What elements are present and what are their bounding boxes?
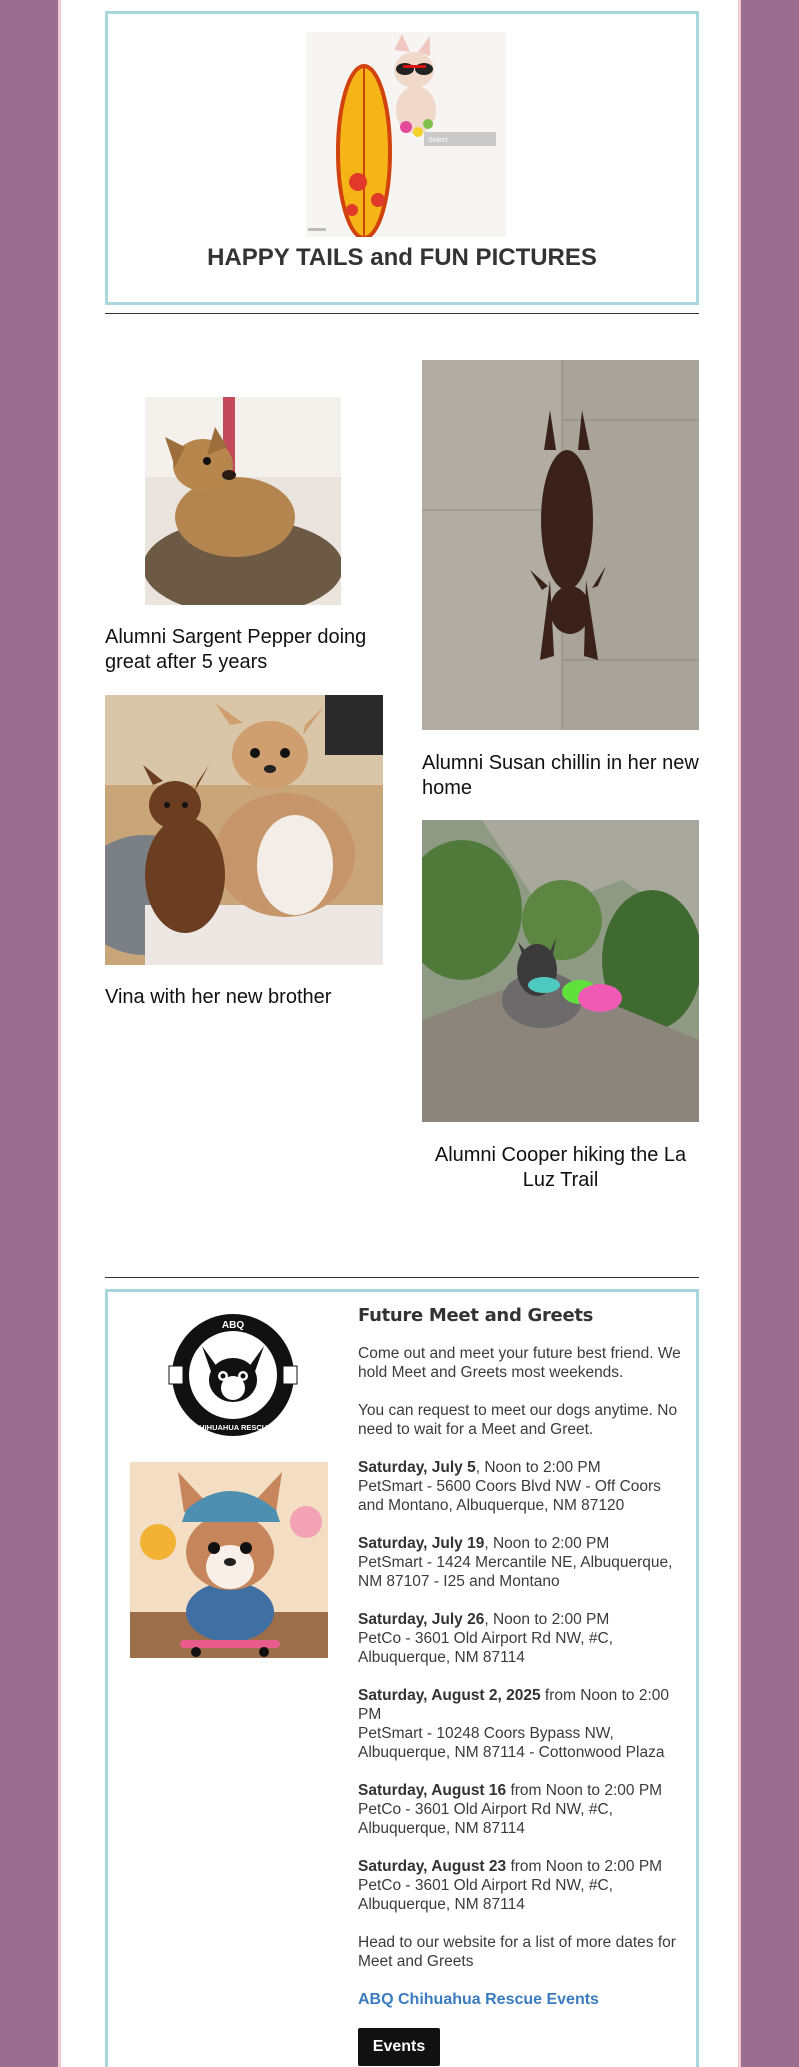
event-place: PetCo - 3601 Old Airport Rd NW, #C, Albuquerque, NM 87114 bbox=[358, 1877, 613, 1913]
events-section bbox=[105, 1289, 699, 2067]
event-time: , Noon to 2:00 PM bbox=[475, 1459, 601, 1476]
event-date: Saturday, August 23 bbox=[358, 1858, 507, 1875]
caption-sargent-pepper: Alumni Sargent Pepper doing great after 5 years bbox=[105, 626, 367, 673]
event-item bbox=[358, 1610, 688, 1667]
logo-text-top: ABQ bbox=[221, 1320, 245, 1331]
page-title: HAPPY TAILS and FUN PICTURES bbox=[207, 244, 597, 271]
event-place: PetCo - 3601 Old Airport Rd NW, #C, Albuquerque, NM 87114 bbox=[358, 1630, 613, 1666]
logo-text-bottom: CHIHUAHUA RESCUE bbox=[193, 1423, 273, 1432]
event-time: , Noon to 2:00 PM bbox=[484, 1535, 610, 1552]
photo-sargent-pepper bbox=[145, 397, 341, 605]
header-section bbox=[105, 11, 699, 305]
caption-susan: Alumni Susan chillin in her new home bbox=[422, 752, 699, 799]
divider-bottom bbox=[105, 1277, 699, 1278]
caption-cooper: Alumni Cooper hiking the La Luz Trail bbox=[434, 1144, 687, 1191]
event-item bbox=[358, 1686, 688, 1762]
skateboard-chihuahua-image bbox=[130, 1462, 328, 1658]
event-date: Saturday, August 2, 2025 bbox=[358, 1687, 541, 1704]
photo-vina bbox=[105, 695, 383, 965]
event-item bbox=[358, 1781, 688, 1838]
caption-vina: Vina with her new brother bbox=[105, 986, 332, 1008]
events-button[interactable]: Events bbox=[358, 2028, 440, 2066]
photo-susan bbox=[422, 360, 699, 730]
event-place: PetSmart - 10248 Coors Bypass NW, Albuquerque, NM 87114 - Cottonwood Plaza bbox=[358, 1725, 665, 1761]
event-item bbox=[358, 1857, 688, 1914]
event-item bbox=[358, 1534, 688, 1591]
events-intro-1: Come out and meet your future best friend. We hold Meet and Greets most weekends. bbox=[358, 1345, 681, 1381]
events-outro: Head to our website for a list of more dates for Meet and Greets bbox=[358, 1934, 676, 1970]
divider-top bbox=[105, 313, 699, 314]
event-place: PetCo - 3601 Old Airport Rd NW, #C, Albuquerque, NM 87114 bbox=[358, 1801, 613, 1837]
event-place: PetSmart - 5600 Coors Blvd NW - Off Coors and Montano, Albuquerque, NM 87120 bbox=[358, 1478, 661, 1514]
abq-chihuahua-rescue-logo bbox=[168, 1310, 298, 1440]
event-time: , Noon to 2:00 PM bbox=[484, 1611, 610, 1628]
event-date: Saturday, July 5 bbox=[358, 1459, 476, 1476]
events-link[interactable]: ABQ Chihuahua Rescue Events bbox=[358, 1991, 599, 2008]
events-intro-2: You can request to meet our dogs anytime. No need to wait for a Meet and Greet. bbox=[358, 1402, 678, 1438]
event-time: from Noon to 2:00 PM bbox=[506, 1782, 663, 1799]
event-date: Saturday, August 16 bbox=[358, 1782, 507, 1799]
event-time: from Noon to 2:00 PM bbox=[506, 1858, 663, 1875]
event-time: from Noon to 2:00 PM bbox=[358, 1687, 669, 1723]
event-item bbox=[358, 1458, 688, 1515]
events-title: Future Meet and Greets bbox=[358, 1305, 594, 1326]
event-date: Saturday, July 19 bbox=[358, 1535, 485, 1552]
surfboard-chihuahua-image bbox=[306, 32, 506, 237]
logo-badge-text: Select bbox=[428, 137, 448, 144]
photo-cooper bbox=[422, 820, 699, 1122]
event-date: Saturday, July 26 bbox=[358, 1611, 485, 1628]
newsletter-page bbox=[58, 0, 741, 2067]
event-place: PetSmart - 1424 Mercantile NE, Albuquerque, NM 87107 - I25 and Montano bbox=[358, 1554, 673, 1590]
